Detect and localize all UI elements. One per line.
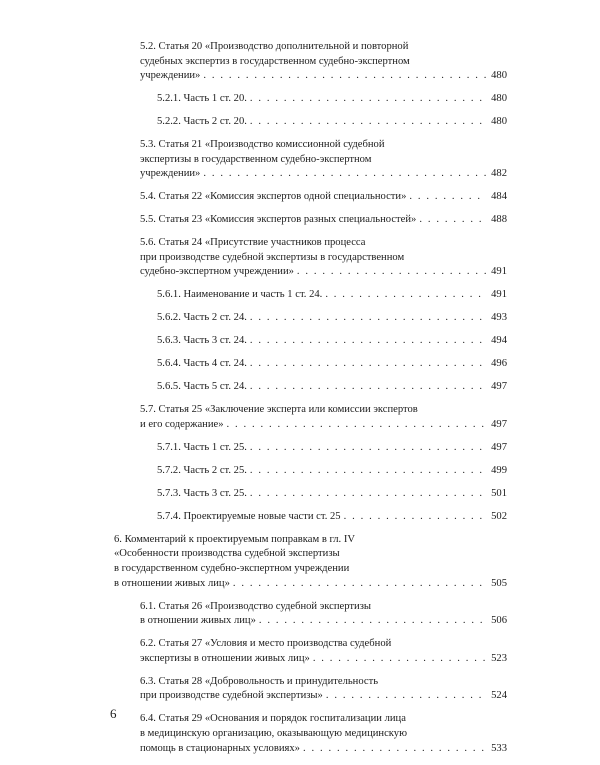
dot-leader bbox=[326, 689, 486, 704]
dot-leader bbox=[203, 69, 486, 84]
toc-entry-last-line bbox=[157, 334, 507, 349]
toc-entry-line: 6.3. Статья 28 «Добровольность и принудительность bbox=[140, 675, 379, 687]
toc-entry-last-line bbox=[157, 464, 507, 479]
toc-entry-last-line bbox=[140, 742, 507, 757]
toc-entry bbox=[157, 334, 513, 349]
toc-entry bbox=[157, 441, 513, 456]
toc-entry-title: 5.6.4. Часть 4 ст. 24. bbox=[157, 358, 247, 370]
dot-leader bbox=[250, 441, 486, 456]
dot-leader bbox=[303, 742, 486, 757]
toc-entry-last-line bbox=[157, 288, 507, 303]
toc-page-number: 533 bbox=[491, 742, 507, 754]
toc-page-number: 484 bbox=[491, 191, 507, 203]
toc-entry-title: помощь в стационарных условиях» bbox=[140, 742, 300, 754]
toc-page-number: 482 bbox=[491, 168, 507, 180]
dot-leader bbox=[250, 92, 486, 107]
toc-entry-title: 5.6.1. Наименование и часть 1 ст. 24. bbox=[157, 289, 323, 301]
toc-entry-title: 5.7.3. Часть 3 ст. 25. bbox=[157, 487, 247, 499]
page-number: 6 bbox=[110, 706, 117, 721]
toc-entry-title: судебно-экспертном учреждении» bbox=[140, 266, 294, 278]
toc-entry-last-line bbox=[157, 357, 507, 372]
toc-entry-last-line bbox=[157, 115, 507, 130]
toc-entry-title: 5.6.2. Часть 2 ст. 24. bbox=[157, 312, 247, 324]
toc-entry bbox=[157, 311, 513, 326]
dot-leader bbox=[259, 614, 486, 629]
toc-page-number: 523 bbox=[491, 652, 507, 664]
toc-page-number: 524 bbox=[491, 690, 507, 702]
toc-entry-title: в отношении живых лиц» bbox=[140, 615, 256, 627]
toc-page-number: 480 bbox=[491, 70, 507, 82]
toc-entry-line: 5.3. Статья 21 «Производство комиссионной судебной bbox=[140, 139, 385, 151]
toc-entry bbox=[140, 236, 513, 280]
dot-leader bbox=[233, 577, 486, 592]
toc-entry-title: 5.7.4. Проектируемые новые части ст. 25 bbox=[157, 510, 341, 522]
toc-entry-title: 5.2.2. Часть 2 ст. 20. bbox=[157, 116, 247, 128]
toc-page-number: 506 bbox=[491, 615, 507, 627]
dot-leader bbox=[227, 418, 487, 433]
toc-entry-last-line bbox=[140, 614, 507, 629]
toc-entry-title: 5.2.1. Часть 1 ст. 20. bbox=[157, 93, 247, 105]
toc-entry bbox=[140, 40, 513, 84]
toc-entry-line: 6. Комментарий к проектируемым поправкам в гл. IV bbox=[114, 533, 356, 545]
toc-entry bbox=[140, 403, 513, 432]
toc-entry bbox=[157, 510, 513, 525]
toc-page-number: 496 bbox=[491, 358, 507, 370]
toc-entry-line: «Особенности производства судебной экспертизы bbox=[114, 548, 340, 560]
toc-entry-title: 5.7.1. Часть 1 ст. 25. bbox=[157, 441, 247, 453]
toc-page-number: 502 bbox=[491, 510, 507, 522]
toc-page-number: 501 bbox=[491, 487, 507, 499]
toc-page-number: 488 bbox=[491, 214, 507, 226]
dot-leader bbox=[297, 265, 486, 280]
toc-entry-line: 6.4. Статья 29 «Основания и порядок госпитализации лица bbox=[140, 713, 406, 725]
toc-entry-last-line bbox=[157, 487, 507, 502]
toc-entry-last-line bbox=[157, 92, 507, 107]
toc-entry-line: в государственном судебно-экспертном учреждении bbox=[114, 563, 350, 575]
toc-entry-last-line bbox=[140, 265, 507, 280]
toc-entry-title: при производстве судебной экспертизы» bbox=[140, 690, 323, 702]
toc-entry-last-line bbox=[157, 441, 507, 456]
dot-leader bbox=[313, 652, 486, 667]
toc-page-number: 494 bbox=[491, 335, 507, 347]
dot-leader bbox=[419, 213, 486, 228]
toc-entry-last-line bbox=[114, 577, 507, 592]
toc-entry-title: учреждении» bbox=[140, 70, 201, 82]
toc-entry-title: экспертизы в отношении живых лиц» bbox=[140, 652, 310, 664]
toc-entry-line: 6.2. Статья 27 «Условия и место производства судебной bbox=[140, 638, 392, 650]
toc-entry bbox=[157, 92, 513, 107]
toc-entry-last-line bbox=[140, 190, 507, 205]
toc-entry-last-line bbox=[140, 167, 507, 182]
toc-entry-title: 5.7.2. Часть 2 ст. 25. bbox=[157, 464, 247, 476]
dot-leader bbox=[250, 380, 486, 395]
toc-entry-last-line bbox=[140, 213, 507, 228]
toc-entry-title: 5.6.3. Часть 3 ст. 24. bbox=[157, 335, 247, 347]
toc-entry-title: 5.6.5. Часть 5 ст. 24. bbox=[157, 381, 247, 393]
toc-entry bbox=[157, 288, 513, 303]
toc-entry bbox=[157, 464, 513, 479]
toc-entry-last-line bbox=[157, 510, 507, 525]
dot-leader bbox=[250, 464, 486, 479]
dot-leader bbox=[250, 357, 486, 372]
toc-entry-line: экспертизы в государственном судебно-экспертном bbox=[140, 153, 372, 165]
toc-page-number: 497 bbox=[491, 381, 507, 393]
table-of-contents bbox=[0, 40, 600, 765]
toc-entry-title: и его содержание» bbox=[140, 418, 224, 430]
toc-page-number: 499 bbox=[491, 464, 507, 476]
toc-entry-last-line bbox=[157, 311, 507, 326]
toc-entry-line: 5.6. Статья 24 «Присутствие участников процесса bbox=[140, 237, 366, 249]
toc-entry bbox=[140, 213, 513, 228]
toc-page-number: 480 bbox=[491, 93, 507, 105]
toc-page-number: 491 bbox=[491, 266, 507, 278]
toc-entry-last-line bbox=[140, 418, 507, 433]
toc-entry-title: учреждении» bbox=[140, 168, 201, 180]
dot-leader bbox=[250, 334, 486, 349]
toc-entry bbox=[140, 190, 513, 205]
toc-entry-title: в отношении живых лиц» bbox=[114, 577, 230, 589]
toc-entry bbox=[140, 675, 513, 704]
dot-leader bbox=[250, 487, 486, 502]
toc-entry-line: судебных экспертиз в государственном судебно-экспертном bbox=[140, 55, 410, 67]
dot-leader bbox=[325, 288, 486, 303]
toc-entry bbox=[157, 487, 513, 502]
toc-page-number: 491 bbox=[491, 289, 507, 301]
dot-leader bbox=[250, 311, 486, 326]
toc-entry-line: в медицинскую организацию, оказывающую медицинскую bbox=[140, 727, 407, 739]
toc-entry bbox=[157, 357, 513, 372]
toc-entry-last-line bbox=[140, 69, 507, 84]
toc-entry bbox=[157, 380, 513, 395]
toc-entry-last-line bbox=[157, 380, 507, 395]
toc-entry-title: 5.5. Статья 23 «Комиссия экспертов разных специальностей» bbox=[140, 214, 417, 226]
toc-entry bbox=[114, 533, 513, 591]
toc-entry-line: при производстве судебной экспертизы в государственном bbox=[140, 251, 405, 263]
dot-leader bbox=[250, 115, 486, 130]
toc-entry bbox=[140, 637, 513, 666]
toc-entry bbox=[157, 115, 513, 130]
toc-page-number: 497 bbox=[491, 441, 507, 453]
toc-entry bbox=[140, 138, 513, 182]
dot-leader bbox=[203, 167, 486, 182]
toc-entry-last-line bbox=[140, 652, 507, 667]
dot-leader bbox=[409, 190, 486, 205]
dot-leader bbox=[344, 510, 486, 525]
toc-entry-last-line bbox=[140, 689, 507, 704]
toc-page-number: 505 bbox=[491, 577, 507, 589]
toc-page-number: 480 bbox=[491, 116, 507, 128]
toc-entry-line: 6.1. Статья 26 «Производство судебной экспертизы bbox=[140, 600, 372, 612]
toc-entry-line: 5.7. Статья 25 «Заключение эксперта или комиссии экспертов bbox=[140, 404, 418, 416]
toc-entry-line: 5.2. Статья 20 «Производство дополнительной и повторной bbox=[140, 41, 409, 52]
toc-entry bbox=[140, 600, 513, 629]
toc-entry-title: 5.4. Статья 22 «Комиссия экспертов одной специальности» bbox=[140, 191, 407, 203]
toc-page-number: 493 bbox=[491, 312, 507, 324]
toc-page-number: 497 bbox=[491, 418, 507, 430]
